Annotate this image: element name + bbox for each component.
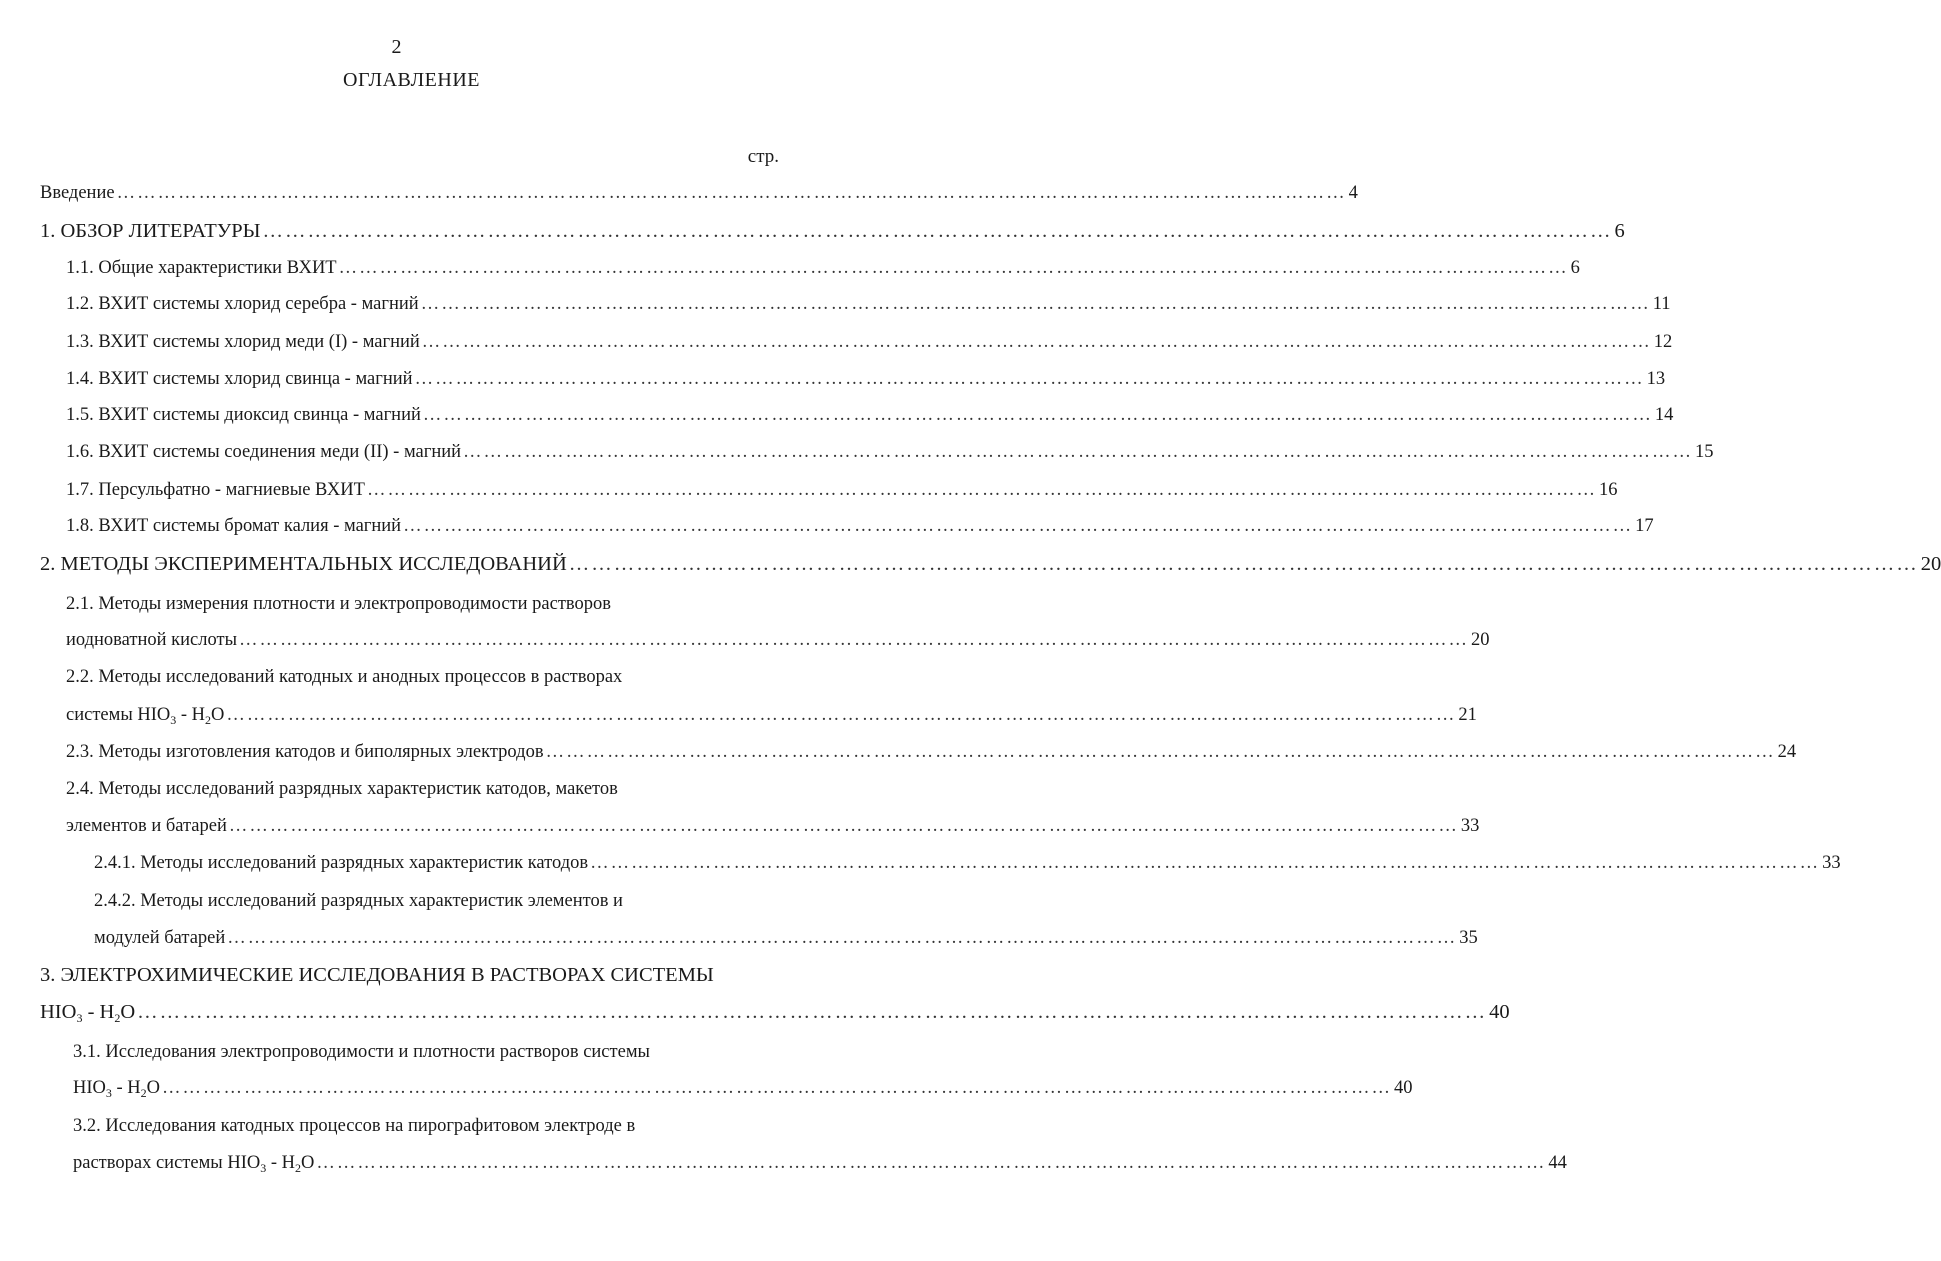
dot-leader: ……………………………………………………………………………………………………………………………………………………………… (316, 1153, 1547, 1173)
toc-entry-title: растворах системы $HIO_3 - H_2O$ (73, 1153, 315, 1175)
toc-entry-page: 11 (1652, 294, 1671, 314)
dot-leader: ……………………………………………………………………………………………………………………………………………………………… (420, 294, 1651, 314)
dot-leader: ……………………………………………………………………………………………………………………………………………………………… (137, 1001, 1488, 1023)
dot-leader: ……………………………………………………………………………………………………………………………………………………………… (227, 928, 1458, 948)
dot-leader: ……………………………………………………………………………………………………………………………………………………………… (421, 332, 1652, 352)
toc-entry-title: Введение (40, 183, 115, 203)
dot-leader: ……………………………………………………………………………………………………………………………………………………………… (568, 553, 1919, 575)
toc-entry-section-3[interactable] (40, 1000, 1510, 1025)
page-title: ОГЛАВЛЕНИЕ (343, 69, 480, 91)
toc-entry-page: 12 (1653, 332, 1673, 352)
dot-leader: ……………………………………………………………………………………………………………………………………………………………… (226, 705, 1457, 725)
toc-entry-introduction[interactable] (40, 181, 1358, 205)
dot-leader: ……………………………………………………………………………………………………………………………………………………………… (403, 516, 1634, 536)
page-number: 2 (391, 36, 402, 58)
dot-leader: ……………………………………………………………………………………………………………………………………………………………… (239, 630, 1470, 650)
pages-column-label: стр. (747, 146, 779, 167)
toc-entry-title: 2.3. Методы изготовления катодов и биполярных электродов (66, 742, 544, 762)
dot-leader: ……………………………………………………………………………………………………………………………………………………………… (116, 183, 1347, 203)
toc-entry-1-5[interactable] (66, 403, 1674, 427)
toc-entry-section-1[interactable] (40, 219, 1625, 243)
toc-entry-page: 33 (1460, 816, 1480, 836)
toc-entry-title: 2. МЕТОДЫ ЭКСПЕРИМЕНТАЛЬНЫХ ИССЛЕДОВАНИЙ (40, 553, 567, 575)
toc-entry-1-7[interactable] (66, 478, 1618, 502)
toc-entry-2-3[interactable] (66, 740, 1797, 764)
dot-leader: ……………………………………………………………………………………………………………………………………………………………… (545, 742, 1776, 762)
toc-entry-title: $HIO_3 - H_2O$ (40, 1001, 136, 1025)
toc-entry-page: 4 (1348, 183, 1358, 203)
toc-entry-1-2[interactable] (66, 292, 1671, 316)
toc-entry-2-4-1[interactable] (94, 851, 1841, 875)
dot-leader: ……………………………………………………………………………………………………………………………………………………………… (422, 405, 1653, 425)
toc-entry-page: 16 (1598, 480, 1618, 500)
toc-entry-page: 20 (1920, 553, 1941, 575)
toc-entry-3-2-line1: 3.2. Исследования катодных процессов на пирографитовом электроде в (73, 1116, 636, 1136)
toc-entry-page: 6 (1570, 258, 1580, 278)
dot-leader: ……………………………………………………………………………………………………………………………………………………………… (338, 258, 1569, 278)
toc-entry-page: 14 (1654, 405, 1674, 425)
toc-entry-page: 40 (1394, 1078, 1413, 1098)
toc-entry-page: 44 (1548, 1153, 1567, 1173)
toc-entry-title: $HIO_3 - H_2O$ (73, 1078, 161, 1100)
toc-entry-2-4-2-line1: 2.4.2. Методы исследований разрядных характеристик элементов и (94, 891, 623, 911)
dot-leader: ……………………………………………………………………………………………………………………………………………………………… (414, 369, 1645, 389)
dot-leader: ……………………………………………………………………………………………………………………………………………………………… (463, 442, 1694, 462)
toc-entry-title: системы $HIO_3 - H_2O$ (66, 705, 225, 727)
toc-entry-section-3-line1: 3. ЭЛЕКТРОХИМИЧЕСКИЕ ИССЛЕДОВАНИЯ В РАСТВОРАХ СИСТЕМЫ (40, 964, 714, 986)
toc-entry-title: 1.6. ВХИТ системы соединения меди (II) - магний (66, 442, 462, 462)
toc-entry-2-4[interactable] (66, 814, 1480, 838)
dot-leader: ……………………………………………………………………………………………………………………………………………………………… (590, 853, 1821, 873)
toc-entry-page: 24 (1777, 742, 1797, 762)
toc-entry-page: 21 (1458, 705, 1477, 725)
toc-entry-title: 1.2. ВХИТ системы хлорид серебра - магний (66, 294, 419, 314)
toc-entry-page: 20 (1471, 630, 1490, 650)
dot-leader: ……………………………………………………………………………………………………………………………………………………………… (228, 816, 1459, 836)
toc-entry-3-1[interactable] (73, 1076, 1413, 1100)
toc-entry-section-2[interactable] (40, 552, 1941, 576)
toc-entry-1-8[interactable] (66, 514, 1654, 538)
toc-entry-2-1-line1: 2.1. Методы измерения плотности и электропроводимости растворов (66, 594, 611, 614)
toc-entry-2-2-line1: 2.2. Методы исследований катодных и анодных процессов в растворах (66, 667, 623, 687)
dot-leader: ……………………………………………………………………………………………………………………………………………………………… (162, 1078, 1393, 1098)
toc-entry-title: 1.5. ВХИТ системы диоксид свинца - магний (66, 405, 421, 425)
toc-entry-title: 1.3. ВХИТ системы хлорид меди (I) - магний (66, 332, 420, 352)
toc-entry-1-1[interactable] (66, 256, 1580, 280)
toc-entry-title: 1.7. Персульфатно - магниевые ВХИТ (66, 480, 365, 500)
toc-entry-page: 17 (1635, 516, 1654, 536)
toc-entry-1-4[interactable] (66, 367, 1666, 391)
toc-entry-page: 6 (1614, 220, 1625, 242)
toc-entry-title: 2.4.1. Методы исследований разрядных характеристик катодов (94, 853, 589, 873)
toc-entry-title: 1.8. ВХИТ системы бромат калия - магний (66, 516, 402, 536)
toc-entry-title: модулей батарей (94, 928, 226, 948)
toc-entry-title: иодноватной кислоты (66, 630, 238, 650)
toc-entry-2-4-2[interactable] (94, 926, 1478, 950)
toc-entry-page: 35 (1459, 928, 1478, 948)
toc-entry-2-4-line1: 2.4. Методы исследований разрядных характеристик катодов, макетов (66, 779, 618, 799)
toc-entry-title: элементов и батарей (66, 816, 227, 836)
toc-entry-3-1-line1: 3.1. Исследования электропроводимости и плотности растворов системы (73, 1042, 650, 1062)
toc-entry-title: 1. ОБЗОР ЛИТЕРАТУРЫ (40, 220, 261, 242)
toc-entry-3-2[interactable] (73, 1151, 1567, 1175)
toc-entry-title: 1.1. Общие характеристики ВХИТ (66, 258, 337, 278)
toc-entry-1-6[interactable] (66, 440, 1714, 464)
dot-leader: ……………………………………………………………………………………………………………………………………………………………… (366, 480, 1597, 500)
toc-entry-page: 13 (1646, 369, 1666, 389)
toc-entry-page: 40 (1489, 1001, 1510, 1023)
toc-entry-page: 15 (1695, 442, 1714, 462)
toc-entry-2-2[interactable] (66, 703, 1477, 727)
dot-leader: ……………………………………………………………………………………………………………………………………………………………… (262, 220, 1613, 242)
toc-entry-1-3[interactable] (66, 330, 1673, 354)
toc-entry-page: 33 (1822, 853, 1841, 873)
toc-entry-2-1[interactable] (66, 628, 1490, 652)
toc-entry-title: 1.4. ВХИТ системы хлорид свинца - магний (66, 369, 413, 389)
